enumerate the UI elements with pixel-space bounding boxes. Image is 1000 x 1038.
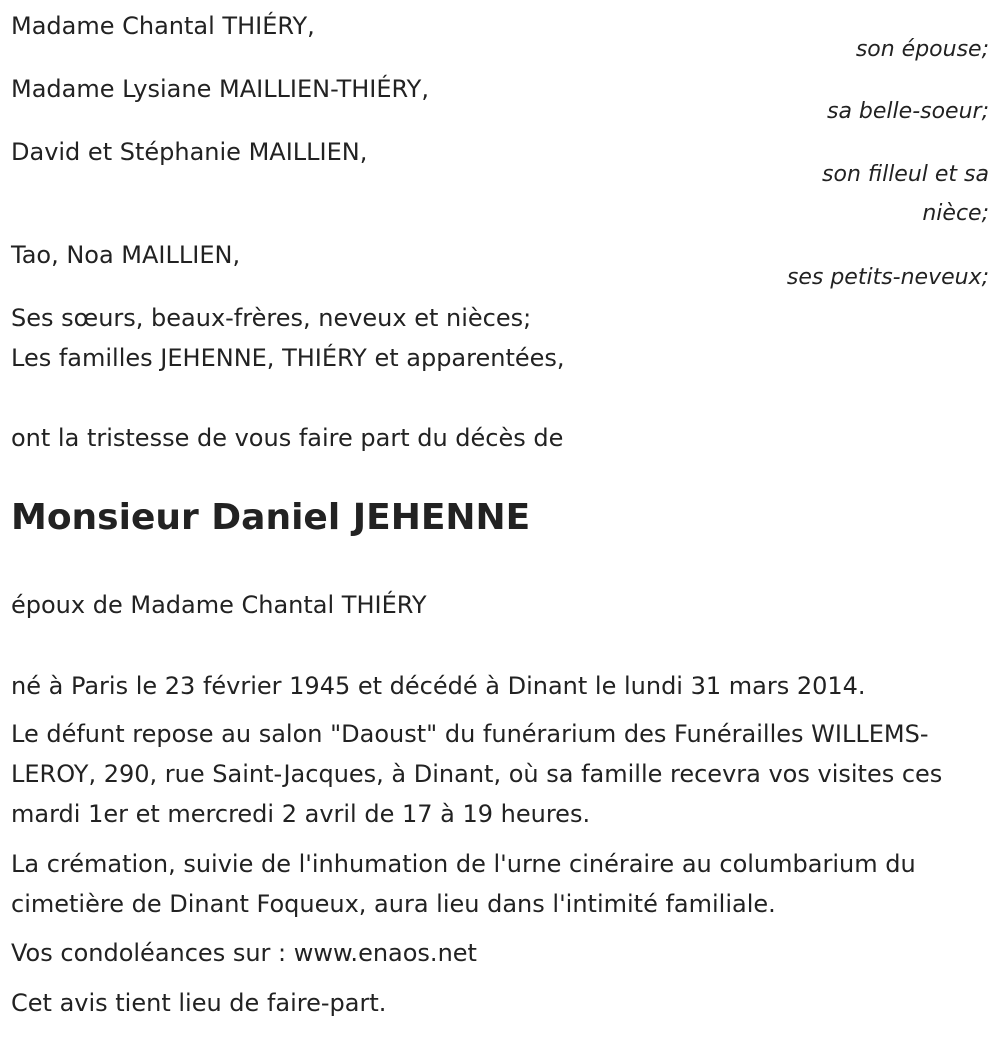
rest-paragraph: Le défunt repose au salon "Daoust" du funérarium des Funérailles WILLEMS-LEROY, 290, rue Saint-Jacques, à Dinant, où sa famille recevra vos visites ces mardi 1er et mercredi 2 avril de 17 à 19 heures. (11, 720, 943, 828)
cremation-paragraph: La crémation, suivie de l'inhumation de l'urne cinéraire au columbarium du cimetière de Dinant Foqueux, aura lieu dans l'intimité familiale. (11, 850, 916, 918)
deceased-name: Monsieur Daniel JEHENNE (11, 497, 531, 538)
announcement-text: ont la tristesse de vous faire part du décès de (11, 424, 564, 452)
family-name-chantal: Madame Chantal THIÉRY, (11, 12, 315, 40)
family-relation-tao-noa: ses petits-neveux; (786, 265, 989, 290)
birth-death-line: né à Paris le 23 février 1945 et décédé à Dinant le lundi 31 mars 2014. (11, 672, 866, 700)
notice-line: Cet avis tient lieu de faire-part. (11, 989, 387, 1017)
condolences-line: Vos condoléances sur : www.enaos.net (11, 939, 477, 967)
spouse-line: époux de Madame Chantal THIÉRY (11, 591, 427, 619)
other-relatives-families: Les familles JEHENNE, THIÉRY et apparentées, (11, 344, 565, 372)
family-relation-lysiane: sa belle-soeur; (827, 99, 989, 124)
family-name-tao-noa: Tao, Noa MAILLIEN, (11, 241, 241, 269)
family-name-david-stephanie: David et Stéphanie MAILLIEN, (11, 138, 368, 166)
family-relation-david-stephanie-line1: son filleul et sa (822, 162, 989, 187)
family-relation-david-stephanie-line2: nièce; (922, 201, 989, 226)
family-name-lysiane: Madame Lysiane MAILLIEN-THIÉRY, (11, 75, 429, 103)
family-relation-chantal: son épouse; (855, 37, 989, 62)
other-relatives-sisters: Ses sœurs, beaux-frères, neveux et nièces; (11, 304, 532, 332)
